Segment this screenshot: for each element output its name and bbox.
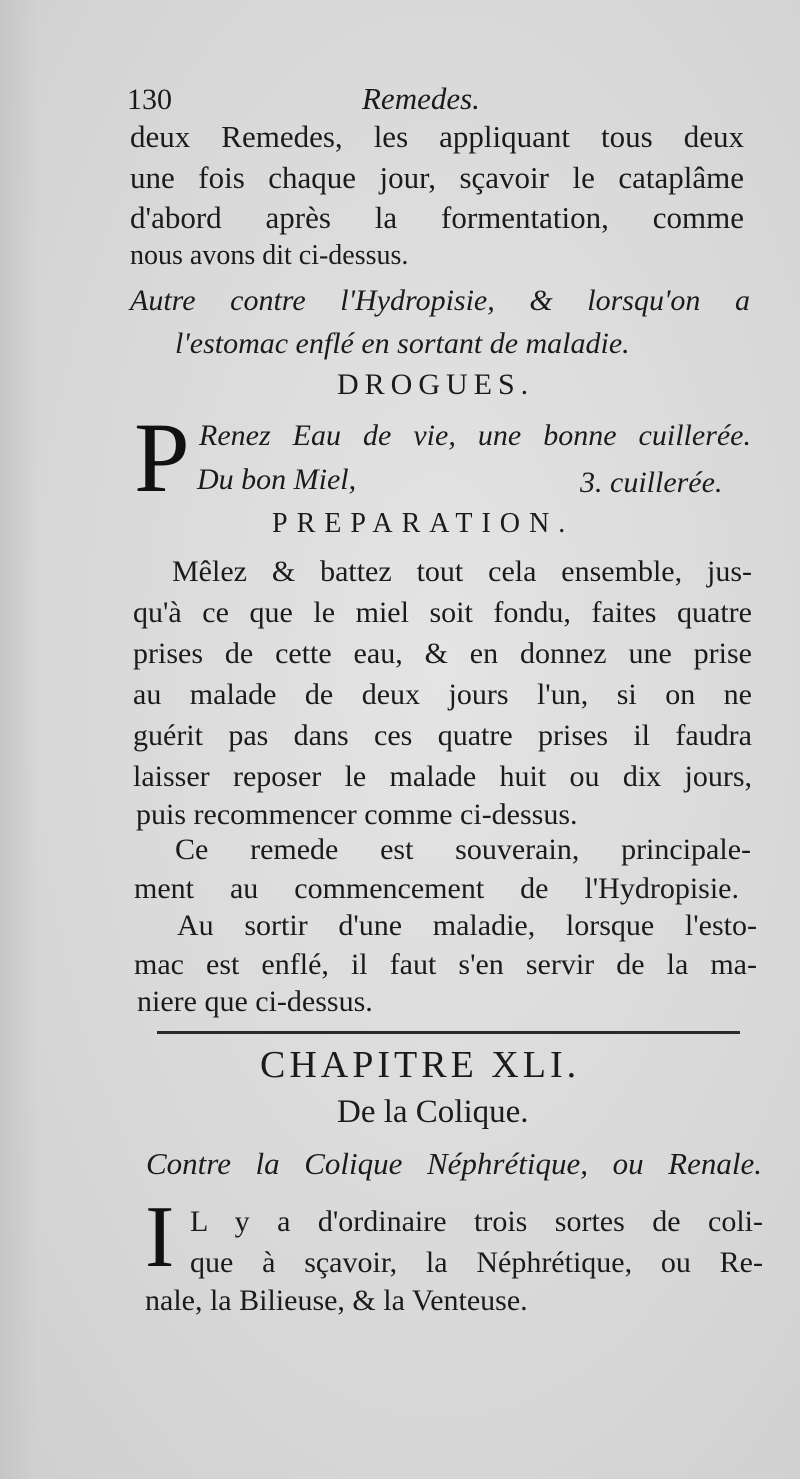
heading-line: Autre contre l'Hydropisie, & lorsqu'on a <box>130 284 750 317</box>
text-line: une fois chaque jour, sçavoir le cataplâme <box>130 160 744 195</box>
ingredient-line: Renez Eau de vie, une bonne cuillerée. <box>199 419 751 452</box>
section-title-drogues: DROGUES. <box>337 368 535 401</box>
heading-line: l'estomac enflé en sortant de maladie. <box>175 327 630 360</box>
text-line: laisser reposer le malade huit ou dix jours, <box>133 760 752 793</box>
text-line: L y a d'ordinaire trois sortes de coli- <box>190 1205 763 1238</box>
drop-cap: I <box>145 1189 175 1286</box>
text-line: que à sçavoir, la Néphrétique, ou Re- <box>190 1246 763 1279</box>
page-gutter-shadow <box>0 0 38 1479</box>
page-number: 130 <box>127 83 172 116</box>
ingredient-name: Du bon Miel, <box>197 463 357 496</box>
text-line: nous avons dit ci-dessus. <box>130 240 409 271</box>
running-title: Remedes. <box>362 81 480 116</box>
text-line: deux Remedes, les appliquant tous deux <box>130 119 744 154</box>
chapter-subtitle: Contre la Colique Néphrétique, ou Renale. <box>146 1146 762 1181</box>
chapter-number: CHAPITRE XLI. <box>260 1044 581 1086</box>
text-line: mac est enflé, il faut s'en servir de la ma- <box>134 948 757 981</box>
drop-cap: P <box>134 402 190 513</box>
text-line: puis recommencer comme ci-dessus. <box>136 798 578 831</box>
text-line: d'abord après la formentation, comme <box>130 200 744 235</box>
chapter-title: De la Colique. <box>337 1094 529 1130</box>
text-line: Ce remede est souverain, principale- <box>175 833 751 866</box>
text-line: niere que ci-dessus. <box>137 985 373 1018</box>
text-line: Mêlez & battez tout cela ensemble, jus- <box>172 555 752 588</box>
chapter-divider-rule <box>157 1031 740 1034</box>
text-line: ment au commencement de l'Hydropisie. <box>134 872 739 905</box>
ingredient-quantity: 3. cuillerée. <box>580 466 723 499</box>
text-line: Au sortir d'une maladie, lorsque l'esto- <box>177 909 757 942</box>
text-line: qu'à ce que le miel soit fondu, faites quatre <box>133 596 752 629</box>
section-title-preparation: PREPARATION. <box>272 508 575 539</box>
text-line: nale, la Bilieuse, & la Venteuse. <box>145 1284 528 1317</box>
text-line: guérit pas dans ces quatre prises il faudra <box>133 719 752 752</box>
text-line: au malade de deux jours l'un, si on ne <box>133 678 752 711</box>
text-line: prises de cette eau, & en donnez une prise <box>133 637 752 670</box>
